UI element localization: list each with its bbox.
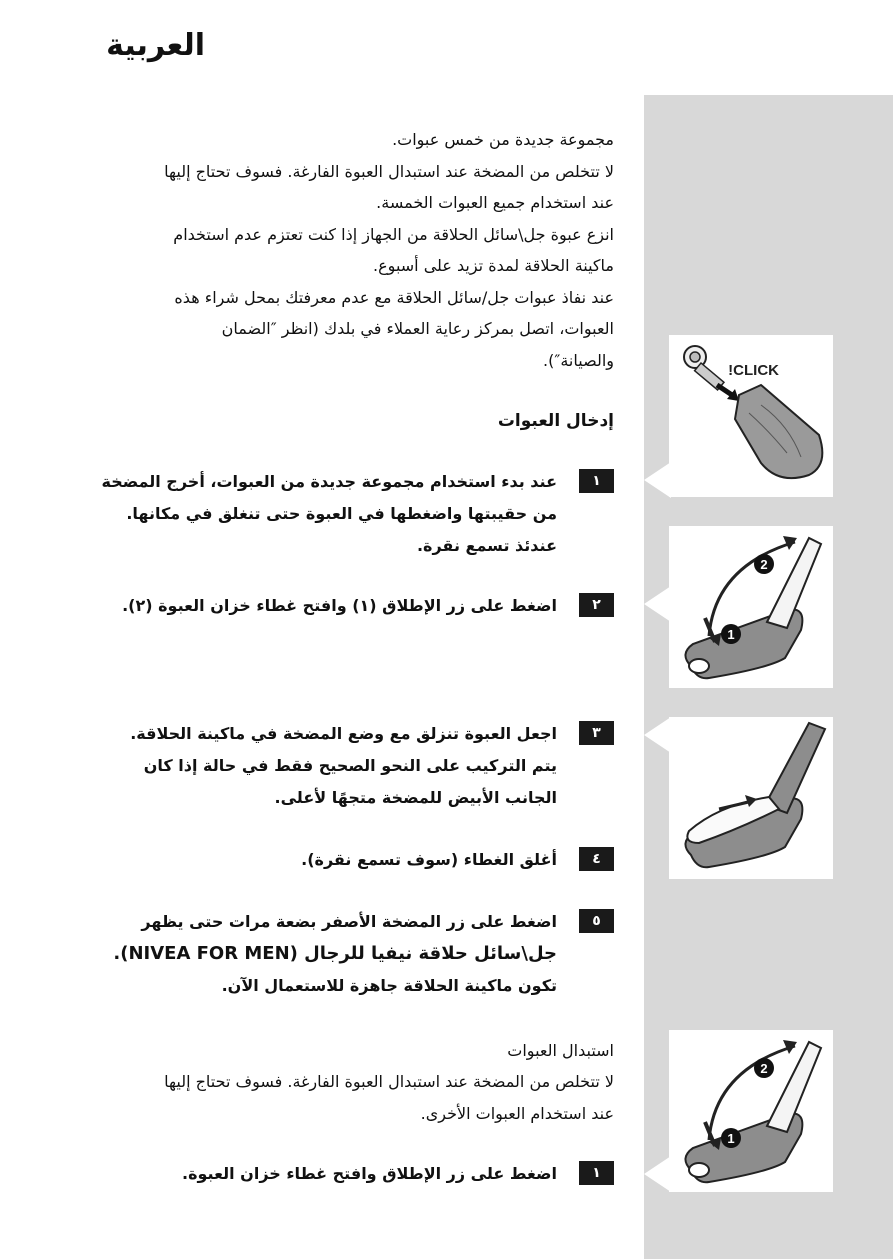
step-item xyxy=(48,844,614,876)
marker-1: 1 xyxy=(727,627,735,642)
pointer-arrow xyxy=(644,717,671,753)
step-line: اضغط على زر المضخة الأصفر بضعة مرات حتى يظهر xyxy=(141,912,557,931)
step-item xyxy=(48,1158,614,1190)
replace-line: عند استخدام العبوات الأخرى. xyxy=(420,1103,614,1123)
step-number-badge: ١ xyxy=(579,1161,614,1185)
step-item xyxy=(48,718,614,814)
intro-line: والصيانة″). xyxy=(543,350,614,370)
section-heading: استبدال العبوات xyxy=(507,1041,614,1060)
shaver-open-drawing xyxy=(669,1030,833,1192)
step-line: أغلق الغطاء (سوف تسمع نقرة). xyxy=(301,850,557,869)
step-text xyxy=(48,590,557,622)
step-line: عندئذ تسمع نقرة. xyxy=(416,536,557,555)
step-line: عند بدء استخدام مجموعة جديدة من العبوات، أخرج المضخة xyxy=(101,472,557,491)
pointer-arrow xyxy=(644,586,671,622)
step-line: من حقيبتها واضغطها في العبوة حتى تنغلق في مكانها. xyxy=(126,504,557,523)
pointer-arrow xyxy=(644,1156,671,1192)
illustration-open-lid-replace xyxy=(669,1030,833,1192)
step-number-badge: ١ xyxy=(579,469,614,493)
replace-line: لا تتخلص من المضخة عند استبدال العبوة الفارغة. فسوف تحتاج إليها xyxy=(164,1072,614,1091)
step-item xyxy=(48,590,614,622)
pointer-arrow xyxy=(644,462,671,498)
step-line: جل\سائل حلاقة نيفيا للرجال (NIVEA FOR MEN). xyxy=(113,943,557,964)
intro-line: لا تتخلص من المضخة عند استبدال العبوة الفارغة. فسوف تحتاج إليها xyxy=(164,161,614,181)
intro-line: انزع عبوة جل\سائل الحلاقة من الجهاز إذا كنت تعتزم عدم استخدام xyxy=(173,224,614,244)
illustration-pump-insert xyxy=(669,335,833,497)
marker-2: 2 xyxy=(760,557,768,572)
step-text xyxy=(48,466,557,562)
replace-section xyxy=(48,1036,614,1129)
shaver-open-drawing xyxy=(669,526,833,688)
illustration-open-lid xyxy=(669,526,833,688)
step-text xyxy=(48,844,557,876)
step-line: تكون ماكينة الحلاقة جاهزة للاستعمال الآن. xyxy=(221,976,557,995)
marker-1: 1 xyxy=(727,1131,735,1146)
step-item xyxy=(48,906,614,1002)
step-line: اضغط على زر الإطلاق وافتح غطاء خزان العبوة. xyxy=(182,1164,557,1183)
section-heading: إدخال العبوات xyxy=(497,411,614,431)
intro-line: مجموعة جديدة من خمس عبوات. xyxy=(392,130,614,149)
click-label: CLICK! xyxy=(728,362,779,379)
step-number-badge: ٥ xyxy=(579,909,614,933)
intro-line: العبوات، اتصل بمركز رعاية العملاء في بلدك (انظر ″الضمان xyxy=(221,319,614,338)
step-text xyxy=(48,718,557,814)
step-text xyxy=(48,1158,557,1190)
step-number-badge: ٣ xyxy=(579,721,614,745)
marker-2: 2 xyxy=(760,1061,768,1076)
step-line: الجانب الأبيض للمضخة متجهًا لأعلى. xyxy=(274,788,557,807)
pump-cartridge-drawing xyxy=(669,335,833,497)
page-title: العربية xyxy=(106,28,205,63)
step-text xyxy=(48,906,557,1002)
shaver-cartridge-drawing xyxy=(669,717,833,879)
insert-heading-block xyxy=(48,406,614,436)
illustration-insert-cartridge xyxy=(669,717,833,879)
intro-line: عند استخدام جميع العبوات الخمسة. xyxy=(376,193,614,212)
intro-line: ماكينة الحلاقة لمدة تزيد على أسبوع. xyxy=(373,256,614,275)
step-item xyxy=(48,466,614,562)
step-line: اجعل العبوة تنزلق مع وضع المضخة في ماكينة الحلاقة. xyxy=(130,724,557,743)
intro-line: عند نفاذ عبوات جل/سائل الحلاقة مع عدم معرفتك بمحل شراء هذه xyxy=(174,287,614,307)
intro-paragraph xyxy=(48,124,614,376)
step-line: اضغط على زر الإطلاق (١) وافتح غطاء خزان العبوة (٢). xyxy=(122,596,557,615)
step-number-badge: ٢ xyxy=(579,593,614,617)
step-number-badge: ٤ xyxy=(579,847,614,871)
step-line: يتم التركيب على النحو الصحيح فقط في حالة إذا كان xyxy=(143,756,557,775)
